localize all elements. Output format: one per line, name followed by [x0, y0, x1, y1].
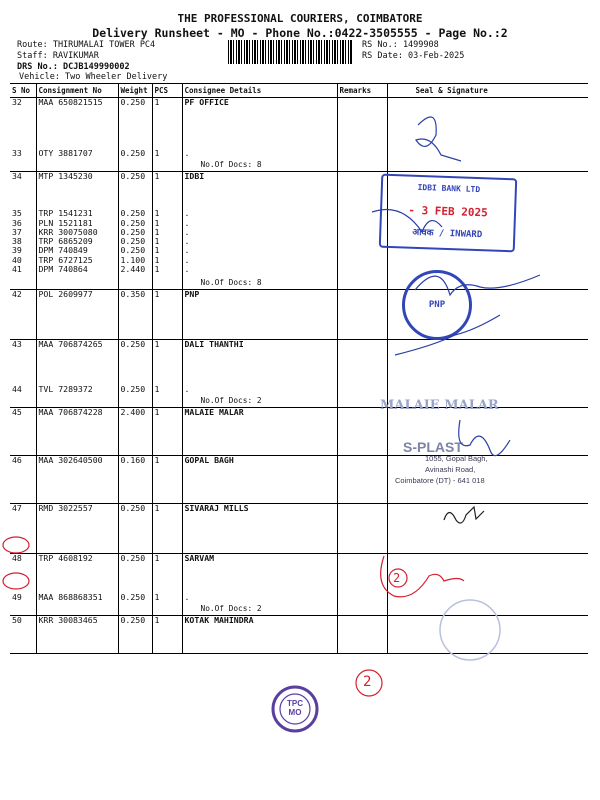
cell-line: 1 — [154, 339, 160, 349]
cell-line: 48 — [12, 553, 22, 563]
staff-label: Staff: RAVIKUMAR — [17, 51, 99, 61]
cell-line: 32 — [12, 97, 22, 107]
cell-line: 34 — [12, 171, 22, 181]
cell-line: 37 — [12, 226, 22, 237]
cell-line: OTY 3881707 — [38, 148, 93, 159]
cell-line: KOTAK MAHINDRA — [184, 615, 254, 625]
runsheet-subtitle: Delivery Runsheet - MO - Phone No.:0422-3505555 - Page No.:2 — [92, 26, 508, 40]
splast-address1: 1055, Gopal Bagh, — [425, 454, 488, 463]
company-name: THE PROFESSIONAL COURIERS, COIMBATORE — [177, 12, 423, 25]
cell-line: TVL 7289372 — [38, 384, 93, 395]
idbi-stamp-date: - 3 FEB 2025 — [408, 203, 488, 220]
cell-line: . — [184, 208, 190, 219]
cell-line: MAA 650821515 — [38, 97, 103, 107]
docs-count: No.Of Docs: 2 — [200, 395, 262, 405]
cell-line: MAA 706874265 — [38, 339, 103, 349]
cell-line: 46 — [12, 455, 22, 465]
cell-line: . — [184, 245, 190, 256]
circled-2-b: 2 — [363, 674, 372, 690]
drs-number: DRS No.: DCJB149990002 — [17, 62, 130, 72]
cell-line: TRP 6727125 — [38, 254, 93, 265]
splast-name: S-PLAST — [403, 439, 463, 455]
col-sno: S No — [10, 84, 36, 98]
cell-line: MAA 868868351 — [38, 592, 103, 603]
cell-line: 33 — [12, 148, 22, 159]
cell-line: PLN 1521181 — [38, 217, 93, 228]
cell-line: 0.250 — [120, 339, 146, 349]
cell-line: DPM 740849 — [38, 245, 88, 256]
cell-line: PNP — [184, 289, 200, 299]
cell-line: DALI THANTHI — [184, 339, 244, 349]
cell-line: SIVARAJ MILLS — [184, 503, 249, 513]
col-weight: Weight — [118, 84, 152, 98]
cell-line: 1 — [154, 208, 160, 219]
cell-line: 43 — [12, 339, 22, 349]
vehicle-label: Vehicle: Two Wheeler Delivery — [19, 72, 168, 82]
cell-line: 0.250 — [120, 217, 146, 228]
cell-line: . — [184, 226, 190, 237]
cell-line: TRP 6865209 — [38, 236, 93, 247]
cell-line: MAA 706874228 — [38, 407, 103, 417]
docs-count: No.Of Docs: 8 — [200, 277, 262, 287]
cell-line: 0.250 — [120, 226, 146, 237]
cell-line: PF OFFICE — [184, 97, 229, 107]
cell-line: 1 — [154, 245, 160, 256]
cell-line: 0.250 — [120, 97, 146, 107]
docs-count: No.Of Docs: 8 — [200, 159, 262, 169]
cell-line: 1 — [154, 592, 160, 603]
cell-line: 0.350 — [120, 289, 146, 299]
route-label: Route: THIRUMALAI TOWER PC4 — [17, 40, 156, 50]
cell-line: 45 — [12, 407, 22, 417]
cell-line: 0.250 — [120, 148, 146, 159]
cell-line: 1 — [154, 264, 160, 275]
circled-2-a: 2 — [393, 571, 401, 585]
cell-line: POL 2609977 — [38, 289, 93, 299]
cell-line: GOPAL BAGH — [184, 455, 234, 465]
cell-line: 0.250 — [120, 553, 146, 563]
cell-line: 1 — [154, 148, 160, 159]
cell-line: 35 — [12, 208, 22, 219]
cell-line: 47 — [12, 503, 22, 513]
col-remarks: Remarks — [337, 84, 387, 98]
tpc-seal-line2: MO — [288, 708, 302, 717]
cell-line: 40 — [12, 254, 22, 265]
col-consignee: Consignee Details — [182, 84, 337, 98]
cell-line: . — [184, 384, 190, 395]
cell-line: 0.160 — [120, 455, 146, 465]
cell-line: 2.400 — [120, 407, 146, 417]
faint-seal — [440, 600, 500, 660]
docs-count: No.Of Docs: 2 — [200, 603, 262, 613]
cell-line: DPM 740864 — [38, 264, 88, 275]
cell-line: 42 — [12, 289, 22, 299]
signature-45 — [459, 420, 510, 456]
cell-line: 1 — [154, 407, 160, 417]
cell-line: KRR 30083465 — [38, 615, 98, 625]
cell-line: TRP 4608192 — [38, 553, 93, 563]
cell-line: 36 — [12, 217, 22, 228]
cell-line: 0.250 — [120, 592, 146, 603]
cell-line: 0.250 — [120, 384, 146, 395]
cell-line: 50 — [12, 615, 22, 625]
cell-line: TRP 1541231 — [38, 208, 93, 219]
pnp-seal-text: PNP — [428, 300, 446, 310]
malar-stamp: MALAIE MALAR — [380, 398, 499, 413]
col-pcs: PCS — [152, 84, 182, 98]
cell-line: . — [184, 148, 190, 159]
signature-42 — [415, 275, 540, 295]
cell-line: 1.100 — [120, 254, 146, 265]
cell-line: MAA 302640500 — [38, 455, 103, 465]
splast-address2: Avinashi Road, — [425, 465, 476, 474]
cell-line: 41 — [12, 264, 22, 275]
cell-line: KRR 30075080 — [38, 226, 98, 237]
cell-line: 44 — [12, 384, 22, 395]
cell-line: 1 — [154, 254, 160, 265]
tpc-seal-text — [283, 699, 307, 717]
rs-date: RS Date: 03-Feb-2025 — [362, 51, 465, 61]
idbi-stamp-bank: IDBI BANK LTD — [417, 182, 481, 195]
cell-line: 0.250 — [120, 236, 146, 247]
col-consignment: Consignment No — [36, 84, 118, 98]
cell-line: 1 — [154, 217, 160, 228]
splast-address3: Coimbatore (DT) - 641 018 — [395, 476, 485, 485]
cell-line: 0.250 — [120, 503, 146, 513]
cell-line: 0.250 — [120, 208, 146, 219]
cell-line: 1 — [154, 615, 160, 625]
circle-49 — [3, 573, 29, 589]
signature-34 — [372, 210, 442, 233]
signature-47 — [444, 507, 484, 523]
tpc-seal-line1: TPC — [287, 699, 303, 708]
cell-line: 0.250 — [120, 245, 146, 256]
idbi-stamp-inward: आवक / INWARD — [412, 227, 483, 241]
cell-line: . — [184, 236, 190, 247]
cell-line: IDBI — [184, 171, 205, 181]
cell-line: 0.250 — [120, 615, 146, 625]
cell-line: 1 — [154, 236, 160, 247]
col-seal: Seal & Signature — [387, 84, 588, 98]
cell-line: 1 — [154, 503, 160, 513]
cell-line: . — [184, 254, 190, 265]
cell-line: 1 — [154, 171, 160, 181]
cell-line: 0.250 — [120, 171, 146, 181]
circle-48 — [3, 537, 29, 553]
cell-line: MTP 1345230 — [38, 171, 93, 181]
cell-line: 1 — [154, 226, 160, 237]
signature-43 — [395, 315, 500, 355]
cell-line: 1 — [154, 289, 160, 299]
cell-line: 2.440 — [120, 264, 146, 275]
cell-line: 1 — [154, 384, 160, 395]
cell-line: 49 — [12, 592, 22, 603]
signature-32 — [416, 117, 461, 161]
rs-number: RS No.: 1499908 — [362, 40, 439, 50]
cell-line: 1 — [154, 97, 160, 107]
cell-line: RMD 3022557 — [38, 503, 93, 513]
cell-line: . — [184, 264, 190, 275]
cell-line: . — [184, 217, 190, 228]
cell-line: 39 — [12, 245, 22, 256]
cell-line: 1 — [154, 455, 160, 465]
cell-line: . — [184, 592, 190, 603]
cell-line: SARVAM — [184, 553, 215, 563]
cell-line: 1 — [154, 553, 160, 563]
cell-line: MALAIE MALAR — [184, 407, 244, 417]
cell-line: 38 — [12, 236, 22, 247]
